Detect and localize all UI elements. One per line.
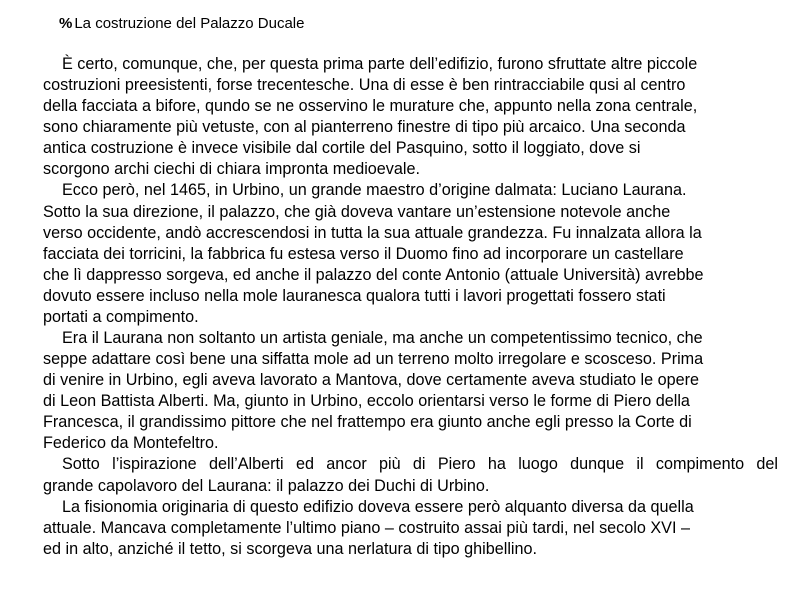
text-line: Federico da Montefeltro. [43, 434, 219, 453]
text-line: facciata dei torricini, la fabbrica fu estesa verso il Duomo fino ad incorporare un castellare [43, 244, 684, 263]
body-text [43, 54, 778, 560]
text-line: verso occidente, andò accrescendosi in tutta la sua attuale grandezza. Fu innalzata allora la [43, 223, 702, 242]
text-line: attuale. Mancava completamente l’ultimo piano – costruito assai più tardi, nel secolo XVI – [43, 518, 690, 537]
text-line: ed in alto, anziché il tetto, si scorgeva una nerlatura di tipo ghibellino. [43, 539, 538, 558]
document-title [59, 15, 304, 33]
text-line: È certo, comunque, che, per questa prima parte dell’edifizio, furono sfruttate altre piccole [62, 55, 698, 73]
text-line: costruzioni preesistenti, forse trecentesche. Una di esse è ben rintracciabile qusi al centro [43, 76, 686, 95]
text-line: seppe adattare così bene una siffatta mole ad un terreno molto irregolare e scosceso. Prima [43, 350, 704, 369]
text-line: Sotto l’ispirazione dell’Alberti ed ancor più di Piero ha luogo dunque il compimento del [62, 455, 778, 474]
text-line: che lì dappresso sorgeva, ed anche il palazzo del conte Antonio (attuale Università) avrebbe [43, 265, 704, 284]
text-line: Era il Laurana non soltanto un artista geniale, ma anche un competentissimo tecnico, che [62, 329, 703, 348]
text-line: sono chiaramente più vetuste, con al pianterreno finestre di tipo più arcaico. Una seconda [43, 118, 686, 137]
text-line: della facciata a bifore, qundo se ne osservino le murature che, appunto nella zona centrale, [43, 97, 698, 116]
text-line: Ecco però, nel 1465, in Urbino, un grande maestro d’origine dalmata: Luciano Laurana. [62, 181, 687, 200]
text-line: di Leon Battista Alberti. Ma, giunto in Urbino, eccolo orientarsi verso le forme di Piero della [43, 392, 690, 411]
title-marker: % [59, 15, 73, 32]
text-line: La fisionomia originaria di questo edifizio doveva essere però alquanto diversa da quella [62, 497, 694, 516]
text-line: antica costruzione è invece visibile dal cortile del Pasquino, sotto il loggiato, dove si [43, 139, 641, 158]
text-line: portati a compimento. [43, 307, 199, 326]
text-line: Francesca, il grandissimo pittore che nel frattempo era giunto anche egli presso la Corte di [43, 413, 692, 432]
text-line: dovuto essere incluso nella mole lauranesca qualora tutti i lavori progettati fossero stati [43, 286, 666, 305]
title-text: La costruzione del Palazzo Ducale [74, 15, 305, 32]
text-line: Sotto la sua direzione, il palazzo, che già doveva vantare un’estensione notevole anche [43, 202, 671, 221]
text-line: scorgono archi ciechi di chiara impronta medioevale. [43, 160, 420, 179]
text-line: grande capolavoro del Laurana: il palazzo dei Duchi di Urbino. [43, 476, 490, 495]
text-line: di venire in Urbino, egli aveva lavorato a Mantova, dove certamente aveva studiato le opere [43, 371, 699, 390]
